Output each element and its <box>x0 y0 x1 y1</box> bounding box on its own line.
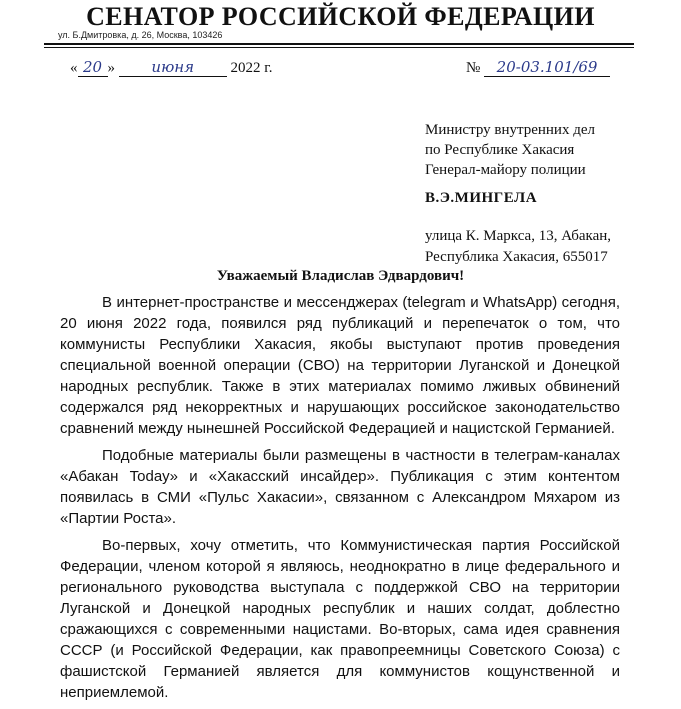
recipient-address-line: улица К. Маркса, 13, Абакан, <box>425 228 612 244</box>
document-number-value: 20-03.101/69 <box>484 58 610 77</box>
letterhead-title: СЕНАТОР РОССИЙСКОЙ ФЕДЕРАЦИИ <box>86 2 595 31</box>
body-paragraph: Во-первых, хочу отметить, что Коммунистическая партия Российской Федерации, членом которой я являюсь, неоднократно в лице федерального и регионального руководства выступала с поддержкой СВО на территории Луганской и Донецкой народных республик и наших солдат, доблестно сражающихся с современными нацистами. Во-вторых, сама идея сравнения СССР (и Российской Федерации, как правопреемницы Советского Союза) с фашистской Германией является для коммунистов кощунственной и неприемлемой. <box>60 537 620 701</box>
recipient-name: В.Э.МИНГЕЛА <box>425 190 538 206</box>
recipient-address <box>425 226 611 268</box>
recipient-line: Генерал-майору полиции <box>425 162 586 178</box>
letterhead-rule-thin <box>44 47 634 48</box>
letterhead-rule <box>44 43 634 45</box>
document-number-label: № <box>466 60 481 76</box>
date-open-quote: « <box>70 60 78 76</box>
recipient-block <box>425 120 595 180</box>
body-paragraph: В интернет-пространстве и мессенджерах (telegram и WhatsApp) сегодня, 20 июня 2022 года, появился ряд публикаций и перепечаток о том, что коммунисты Республики Хакасия, якобы выступают против проведения специальной военной операции (СВО) на территории Луганской и Донецкой народных республик. Также в этих материалах помимо лживых обвинений содержался ряд некорректных и нарушающих российское законодательство сравнений между нынешней Российской Федерацией и нацистской Германией. <box>60 294 620 437</box>
date-close-quote: » <box>107 60 115 76</box>
recipient-line: Министру внутренних дел <box>425 122 595 138</box>
date-year: 2022 г. <box>230 60 273 76</box>
body-paragraph: Подобные материалы были размещены в частности в телеграм-каналах «Абакан Today» и «Хакасский инсайдер». Публикация с этим контентом появилась в СМИ «Пульс Хакасии», связанном с Александром Мяхаром из «Партии Роста». <box>60 447 620 527</box>
letter-body <box>60 292 620 709</box>
letterhead-address: ул. Б.Дмитровка, д. 26, Москва, 103426 <box>58 30 223 40</box>
recipient-address-line: Республика Хакасия, 655017 <box>425 249 608 265</box>
date-line <box>70 58 272 77</box>
recipient-line: по Республике Хакасия <box>425 142 575 158</box>
date-day: 20 <box>78 58 108 77</box>
salutation: Уважаемый Владислав Эдвардович! <box>216 268 465 284</box>
date-month: июня <box>119 58 227 77</box>
document-number-line <box>466 58 610 77</box>
